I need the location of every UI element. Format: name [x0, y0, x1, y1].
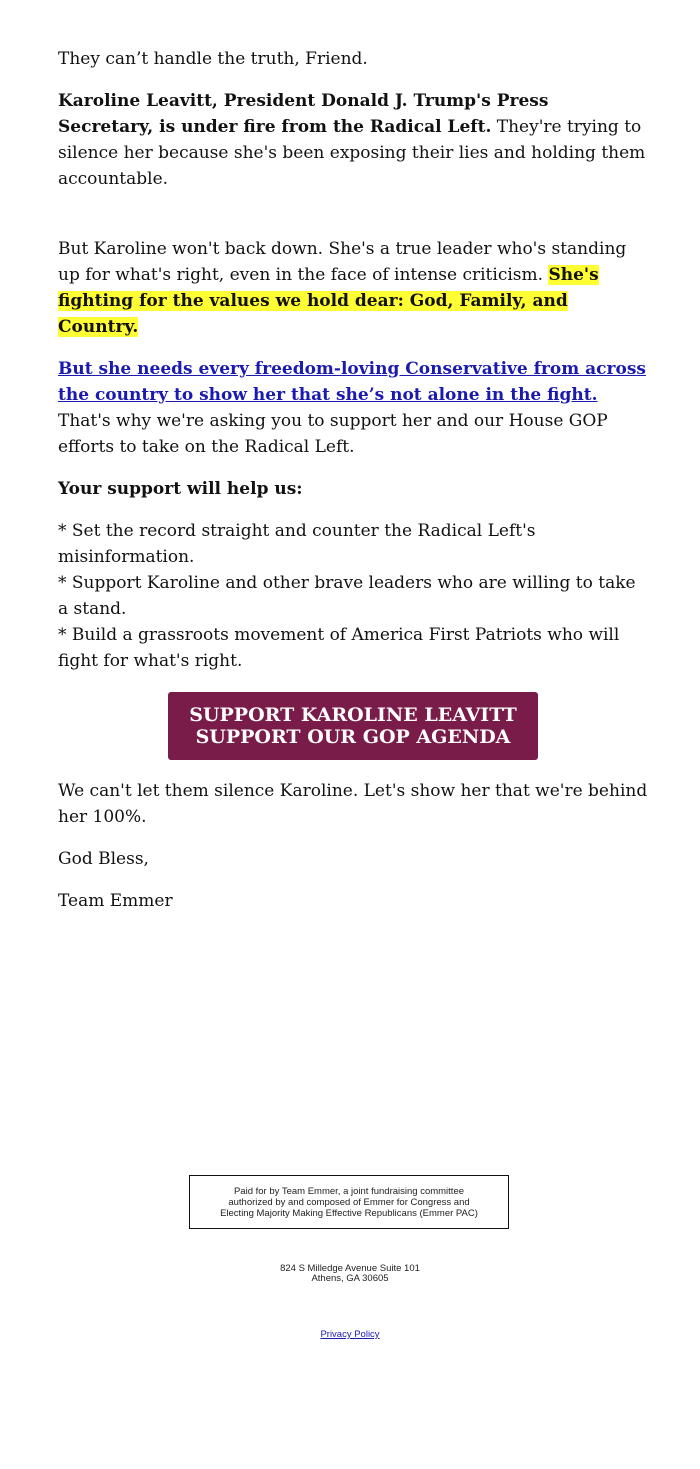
highlighted-values-text: She's fighting for the values we hold dear: God, Family, and Country. [58, 265, 599, 337]
greeting: They can’t handle the truth, Friend. [58, 49, 368, 69]
ask-paragraph [58, 356, 648, 460]
closing-paragraph: We can't let them silence Karoline. Let's show her that we're behind her 100%. [58, 781, 648, 827]
donate-link[interactable]: But she needs every freedom-loving Conservative from across the country to show her that she’s not alone in the fight. [58, 359, 646, 405]
intro-paragraph [58, 88, 648, 192]
ask-text: That's why we're asking you to support her and our House GOP efforts to take on the Radical Left. [58, 411, 608, 457]
back-down-paragraph [58, 236, 648, 340]
disclaimer-line: Paid for by Team Emmer, a joint fundraising committee [233, 1186, 465, 1197]
support-cta-button[interactable] [168, 692, 538, 760]
bullet-list [58, 518, 648, 674]
cta-line-2: SUPPORT OUR GOP AGENDA [195, 726, 511, 748]
address-line: 824 S Milledge Avenue Suite 101 [280, 1263, 420, 1274]
mailing-address [200, 1264, 500, 1284]
bullet-item: * Set the record straight and counter the Radical Left's misinformation. [58, 521, 536, 567]
cta-wrapper [58, 692, 648, 760]
signature: Team Emmer [58, 891, 173, 911]
help-heading: Your support will help us: [58, 479, 303, 499]
address-line: Athens, GA 30605 [311, 1273, 389, 1284]
intro-text: They're trying to silence her because she's been exposing their lies and holding them accountable. [58, 117, 646, 189]
intro-bold: Karoline Leavitt, President Donald J. Trump's Press Secretary, is under fire from the Radical Left. [58, 91, 549, 137]
cta-line-1: SUPPORT KAROLINE LEAVITT [189, 704, 517, 726]
back-down-text: But Karoline won't back down. She's a true leader who's standing up for what's right, even in the face of intense criticism. [58, 239, 627, 285]
privacy-wrapper [250, 1329, 450, 1340]
email-body [58, 46, 648, 914]
privacy-policy-link[interactable]: Privacy Policy [320, 1329, 380, 1340]
paid-for-disclaimer [189, 1175, 509, 1229]
sign-off: God Bless, [58, 849, 149, 869]
bullet-item: * Build a grassroots movement of America First Patriots who will fight for what's right. [58, 625, 620, 671]
disclaimer-line: Electing Majority Making Effective Republicans (Emmer PAC) [220, 1208, 478, 1219]
disclaimer-line: authorized by and composed of Emmer for Congress and [228, 1197, 470, 1208]
bullet-item: * Support Karoline and other brave leaders who are willing to take a stand. [58, 573, 636, 619]
